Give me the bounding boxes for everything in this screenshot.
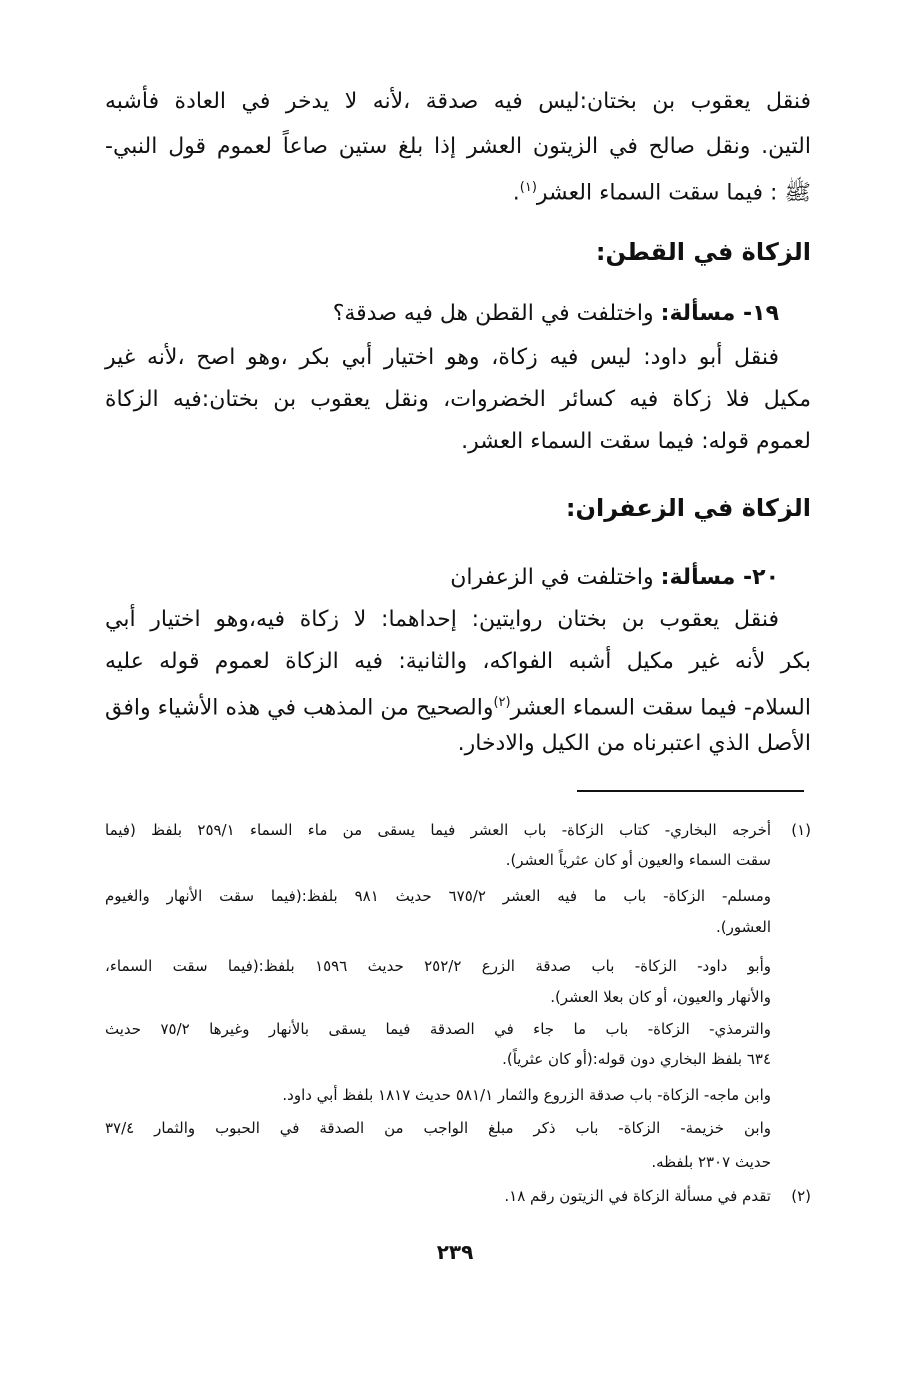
section-heading-cotton: الزكاة في القطن: [595, 238, 811, 266]
page-number: ٢٣٩ [436, 1240, 474, 1264]
body-line: فنقل يعقوب بن بختان:ليس فيه صدقة ،لأنه لا يدخر في العادة فأشبه [105, 89, 811, 114]
body-line: فنقل أبو داود: ليس فيه زكاة، وهو اختيار أبي بكر ،وهو اصح ،لأنه غير [105, 345, 779, 370]
body-text: والصحيح من المذهب في هذه الأشياء وافق [105, 695, 494, 721]
footnote-separator [577, 790, 804, 792]
footnote-line: ٦٣٤ بلفظ البخاري دون قوله:(أو كان عثرياً). [502, 1050, 771, 1068]
body-line [105, 683, 811, 728]
footnote-line: وابن ماجه- الزكاة- باب صدقة الزروع والثمار ٥٨١/١ حديث ١٨١٧ بلفظ أبي داود. [282, 1086, 771, 1104]
footnote-line: والأنهار والعيون، أو كان بعلا العشر). [550, 988, 771, 1006]
footnote-line: وابن خزيمة- الزكاة- باب ذكر مبلغ الواجب من الصدقة في الحبوب والثمار ٣٧/٤ [105, 1119, 771, 1137]
footnote-ref: (٢) [493, 695, 511, 710]
footnote-ref: (١) [519, 180, 537, 195]
footnote-line: تقدم في مسألة الزكاة في الزيتون رقم ١٨. [504, 1187, 771, 1205]
footnote-line: العشور). [716, 918, 771, 936]
masala-text: واختلفت في الزعفران [450, 565, 661, 590]
footnote-line: وأبو داود- الزكاة- باب صدقة الزرع ٢٥٢/٢ حديث ١٥٩٦ بلفظ:(فيما سقت السماء، [105, 957, 771, 975]
body-line: لعموم قوله: فيما سقت السماء العشر. [461, 429, 811, 454]
body-line: الأصل الذي اعتبرناه من الكيل والادخار. [457, 731, 811, 756]
masala-19 [333, 294, 779, 334]
body-text: السلام- فيما سقت السماء العشر [510, 695, 811, 721]
footnote-number: (٢) [791, 1187, 811, 1205]
body-line [105, 168, 811, 213]
body-text: . [512, 180, 520, 206]
body-line: مكيل فلا زكاة فيه كسائر الخضروات، ونقل يعقوب بن بختان:فيه الزكاة [105, 387, 811, 412]
body-text: ﷺ : فيما سقت السماء العشر [536, 180, 811, 206]
footnote-line: أخرجه البخاري- كتاب الزكاة- باب العشر فيما يسقى من ماء السماء ٢٥٩/١ بلفظ (فيما [105, 821, 772, 839]
footnote-line: حديث ٢٣٠٧ بلفظه. [651, 1153, 771, 1171]
body-line: فنقل يعقوب بن بختان روايتين: إحداهما: لا زكاة فيه،وهو اختيار أبي [105, 607, 779, 632]
masala-label: ١٩- مسألة: [660, 301, 779, 326]
masala-label: ٢٠- مسألة: [660, 565, 779, 590]
footnote-line: ومسلم- الزكاة- باب ما فيه العشر ٦٧٥/٢ حديث ٩٨١ بلفظ:(فيما سقت الأنهار والغيوم [105, 887, 771, 905]
footnote-line: سقت السماء والعيون أو كان عثرياً العشر). [505, 851, 771, 869]
masala-20 [450, 558, 779, 598]
body-line: التين. ونقل صالح في الزيتون العشر إذا بلغ ستين صاعاً لعموم قول النبي- [105, 134, 811, 159]
body-line: بكر لأنه غير مكيل أشبه الفواكه، والثانية: فيه الزكاة لعموم قوله عليه [105, 649, 811, 674]
section-heading-saffron: الزكاة في الزعفران: [565, 494, 811, 522]
footnote-line: والترمذي- الزكاة- باب ما جاء في الصدقة فيما يسقى بالأنهار وغيرها ٧٥/٢ حديث [105, 1020, 771, 1038]
masala-text: واختلفت في القطن هل فيه صدقة؟ [332, 301, 661, 326]
footnote-number: (١) [791, 821, 811, 839]
